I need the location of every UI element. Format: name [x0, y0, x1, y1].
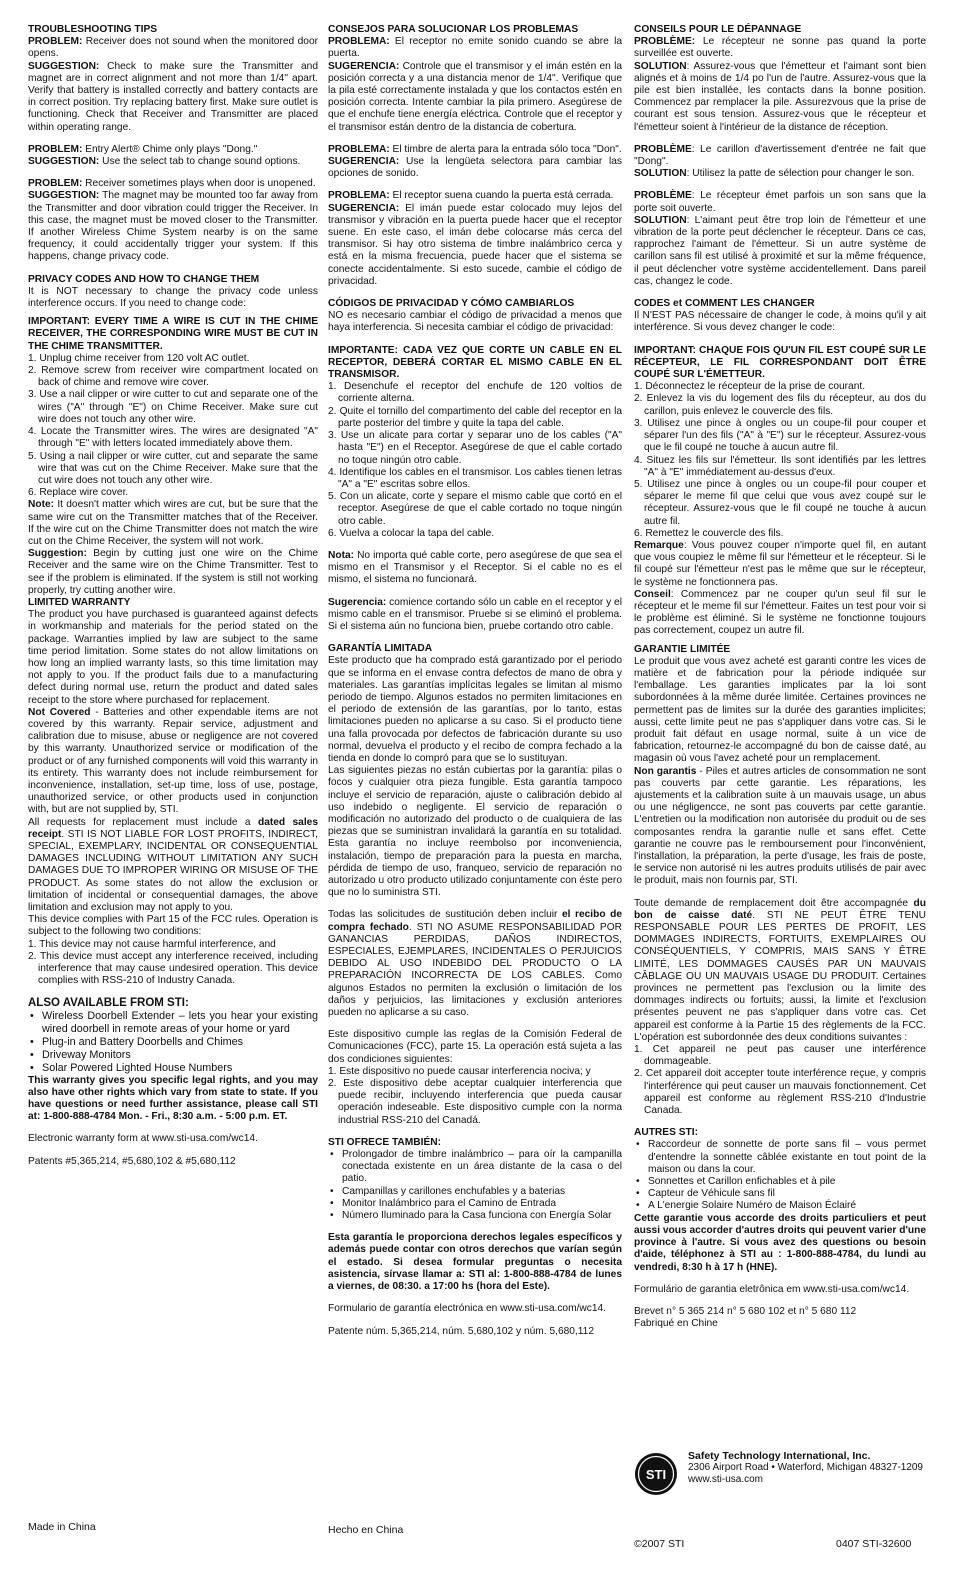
list-item: 1. Desenchufe el receptor del enchufe de 120 voltios de corriente alterna.	[328, 381, 622, 405]
list-item: 4. Identifique los cables en el transmisor. Los cables tienen letras "A" a "E" escritas sobre ellos.	[328, 466, 622, 490]
list-item: • A L'energie Solaire Numéro de Maison Éclairé	[634, 1200, 926, 1212]
list-item: • Capteur de Véhicule sans fil	[634, 1188, 926, 1200]
problem-2: PROBLEMA: El timbre de alerta para la entrada sólo toca "Don".	[328, 143, 622, 155]
electronic-warranty: Formulário de garantia eletrônica em www.sti-usa.com/wc14.	[634, 1283, 910, 1295]
fcc-statement: This device complies with Part 15 of the FCC rules. Operation is subject to the following two conditions:	[28, 914, 318, 938]
spanish-column	[328, 24, 622, 1338]
company-web: www.sti-usa.com	[688, 1474, 764, 1485]
suggestion-cut: Suggestion: Begin by cutting just one wire on the Chime Receiver and the same wire on the Chime Transmitter. Test to see if the problem is eliminated. If the system is still not working properly, try cutting another wire.	[28, 548, 318, 596]
note: Note: It doesn't matter which wires are cut, but be sure that the same wire cut on the Transmitter matches that of the Receiver. If the wire cut on the Chime Transmitter does not match the wire cut on the Chime Receiver, the system will not work.	[28, 499, 318, 547]
list-item: • Sonnettes et Carillon enfichables et à pile	[634, 1176, 926, 1188]
list-item: 1. Déconnectez le récepteur de la prise de courant.	[634, 381, 866, 393]
problem-3: PROBLEMA: El receptor suena cuando la puerta está cerrada.	[328, 190, 614, 202]
steps-list	[28, 353, 318, 499]
warranty-text: The product you have purchased is guaranteed against defects in workmanship and materials for the period stated on the package. Warranties implied by law are subject to the same time period limitation. Some states do not allow limitations on how long an implied warranty lasts, so this time limitation may not apply to you. If the product fails due to a manufacturing defect during normal use, return the product and dated sales receipt to the store where purchased for replacement.	[28, 609, 318, 706]
problem-2: PROBLÈME: Le carillon d'avertissement d'entrée ne fait que "Dong".	[634, 143, 926, 168]
list-item: 2. Remove screw from receiver wire compartment located on back of chime and remove wire cover.	[28, 365, 318, 389]
list-item: • Wireless Doorbell Extender – lets you hear your existing wired doorbell in remote areas of your home or yard	[28, 1010, 318, 1036]
troubleshooting-title: TROUBLESHOOTING TIPS	[28, 24, 158, 35]
warranty-text: Le produit que vous avez acheté est garanti contre les vices de matière et de fabrication pour la période indiquée sur l'emballage. Les garanties implicates par la loi sont subordonnées à la même durée limitée. Certaines provinces ne permettent pas de limites sur la durée des garanties implicites; aussi, cette limite peut ne pas s'appliquer dans votre cas. Si le produit fait défaut en usage normal, suite à un vice de fabrication, retournez-le accompagné du bon de caisse daté, au magasin où vous l'avez acheté pour un remplacement.	[634, 655, 926, 765]
list-item: 1. Cet appareil ne peut pas causer une interférence dommageable.	[634, 1044, 926, 1068]
suggestion-1: SOLUTION: Assurez-vous que l'émetteur et l'aimant sont bien alignés et à moins de 1/4 po l'un de l'autre. Assurez-vous que la pile est bien installée, les contacts dans la bonne position. Commencez par remplacer la pile. Assurezvous que la prise de courant est sous tension. Assurez-vous que le récepteur et l'émetteur soient à l'intérieur de la distance de réception.	[634, 60, 926, 133]
note: Remarque: Vous pouvez couper n'importe quel fil, en autant que vous coupiez le même fil sur l'émetteur et le récepteur. Si le fil coupé sur l'émetteur n'est pas le même que sur le récepteur, le système ne fonctionnera pas.	[634, 539, 926, 588]
not-covered: Las siguientes piezas no están cubiertas por la garantía: pilas o focos y cualquier otra pieza fungible. Esta garantía tampoco incluye el servicio de reparación, ajuste o calibración debido al uso indebido o negligente. El servicio de reparación o modificación no autorizado del producto o de cualquiera de las piezas que se suministran invalidará la garantía en su totalidad. Esta garantía no incluye reembolso por inconveniencia, instalación, tiempo de preparación para la puesta en marcha, pérdida de tiempo de uso, franqueo, servicio de reparación no autorizado u otro producto utilizado conjuntamente con éste pero que no lo suministra STI.	[328, 765, 622, 899]
also-available-title: STI OFRECE TAMBIÉN:	[328, 1136, 442, 1148]
replacement-requests: All requests for replacement must include a dated sales receipt. STI IS NOT LIABLE FOR LOST PROFITS, INDIRECT, SPECIAL, EXEMPLARY, INCIDENTAL OR CONSEQUENTIAL DAMAGES INCLUDING WITHOUT LIMITATION ANY SUCH DAMAGES DUE TO IMPROPER WIRING OR MISUSE OF THE PRODUCT. As some states do not allow the exclusion or limitation of incidental or consequential damages, the above limitation and exclusion may not apply to you.	[28, 816, 319, 914]
list-item: 6. Vuelva a colocar la tapa del cable.	[328, 527, 495, 539]
list-item: 2. Cet appareil doit accepter toute interférence reçue, y compris l'interférence qui peut causer un mauvais fonctionnement. Cet appareil est conforme au règlement RSS-210 d'Industrie Canada.	[634, 1068, 926, 1117]
list-item: • Prolongador de timbre inalámbrico – para oír la campanilla conectada existente en un área distante de la casa o del patio.	[328, 1149, 622, 1186]
copyright: ©2007 STI	[634, 1538, 685, 1550]
french-column	[634, 24, 926, 1330]
fcc-conditions	[634, 1044, 926, 1117]
not-covered: Non garantis - Piles et autres articles de consommation ne sont pas couverts par cette garantie. Les réparations, les ajustements et la calibration suite à un mauvais usage, un abus ou une négligencce, ne sont pas couverts par cette garantie. L'entretien ou la modification non autorisée du produit ou de ses composantes rendra la garantie nulle et sans effet. Cette garantie ne couvre pas le remboursement pour l'inconvénient, l'installation, la préparation, la perte d'usage, les frais de poste, le service non autorisé ni les autres produits utilisés de pair avec le produit, mais non fournis par, STI.	[634, 765, 926, 887]
important-notice: IMPORTANT: EVERY TIME A WIRE IS CUT IN THE CHIME RECEIVER, THE CORRESPONDING WIRE MUST BE CUT IN THE CHIME TRANSMITTER.	[28, 316, 318, 352]
warranty-title: GARANTÍA LIMITADA	[328, 643, 433, 655]
list-item: 5. Using a nail clipper or wire cutter, cut and separate the same wire that was cut on the Chime Receiver. Make sure that the cut wire does not touch any other wire.	[28, 450, 318, 486]
list-item: 2. Enlevez la vis du logement des fils du récepteur, au dos du carillon, puis enlevez le couvercle des fils.	[634, 393, 926, 417]
not-covered: Not Covered - Batteries and other expendable items are not covered by this warranty. Repair service, adjustment and calibration due to misuse, abuse or negligence are not covered by this warranty. Unauthorized service or modification of the product or of any furnished components will void this warranty in its entirety. This warranty does not include reimbursement for inconvenience, installation, set-up time, loss of use, postage, unauthorized service, or other products used in conjunction with, but are not supplied by, STI.	[28, 706, 318, 816]
suggestion-cut: Conseil: Commencez par ne couper qu'un seul fil sur le récepteur et le meme fil sur l'émetteur. Faites un test pour voir si le problème est éliminé. Si le système ne fonctionne toujours pas correctement, coupez un autre fil.	[634, 588, 926, 637]
problem-1: PROBLEMA: El receptor no emite sonido cuando se abre la puerta.	[328, 36, 622, 60]
note: Nota: No importa qué cable corte, pero asegúrese de que sea el mismo en el Transmisor y el Receptor. Si el cable no es el mismo, el sistema no funcionará.	[328, 549, 622, 586]
problem-3: PROBLÈME: Le récepteur émet parfois un son sans que la porte soit ouverte.	[634, 190, 926, 214]
list-item: 6. Remettez le couvercle des fils.	[634, 527, 784, 539]
privacy-title: PRIVACY CODES AND HOW TO CHANGE THEM	[28, 273, 260, 285]
suggestion-2: SUGGESTION: Use the select tab to change sound options.	[28, 156, 301, 168]
list-item: 2. Este dispositivo debe aceptar cualquier interferencia que puede recibir, incluyendo interferencia que pueda causar operación indeseable. Este dispositivo cumple con la norma industrial RSS-210 del Canadá.	[328, 1078, 622, 1126]
troubleshooting-title: CONSEJOS PARA SOLUCIONAR LOS PROBLEMAS	[328, 24, 579, 35]
also-available-title: ALSO AVAILABLE FROM STI:	[28, 997, 189, 1010]
part-number: 0407 STI-32600	[836, 1538, 912, 1550]
list-item: 4. Situez les fils sur l'émetteur. Ils sont identifiés par les lettres "A" à "E" immédiatement au-dessus d'eux.	[634, 454, 926, 478]
made-in-china: Hecho en China	[328, 1524, 404, 1536]
suggestion-3: SUGERENCIA: El imán puede estar colocado muy lejos del transmisor y vibración en la puerta puede hacer que el receptor suene. En este caso, el imán debe colocarse más cerca del transmisor. Si hay otro sistema de timbre inalámbrico cerca y está en la misma frecuencia, puede hacer que el sistema se conecte accidentalmente. Si esto sucede, cambie el código de privacidad.	[328, 202, 622, 287]
problem-3: PROBLEM: Receiver sometimes plays when door is unopened.	[28, 178, 316, 190]
suggestion-1: SUGGESTION: Check to make sure the Transmitter and magnet are in correct alignment and not more than 1/4" apart. Verify that battery is installed correctly and battery contacts are in correct position. Try replacing battery first. Make sure outlet is functioning. Check that Receiver and Transmitter are placed within operating range.	[28, 60, 318, 133]
english-column	[28, 24, 318, 1168]
list-item: • Número Iluminado para la Casa funciona con Energía Solar	[328, 1210, 622, 1222]
list-item: 1. This device may not cause harmful interference, and	[28, 938, 276, 950]
list-item: 2. Quite el tornillo del compartimento del cable del receptor en la parte posterior del timbre y quite la tapa del cable.	[328, 405, 622, 429]
warranty-title: LIMITED WARRANTY	[28, 596, 131, 608]
patents: Brevet n° 5 365 214 n° 5 680 102 et n° 5 680 112	[634, 1305, 857, 1317]
privacy-title: CODES et COMMENT LES CHANGER	[634, 298, 815, 310]
suggestion-cut: Sugerencia: comience cortando sólo un cable en el receptor y el mismo cable en el transmisor. Pruebe si se eliminó el problema. Si el sistema aún no funciona bien, pruebe cortando otro cable.	[328, 596, 622, 632]
suggestion-2: SOLUTION: Utilisez la patte de sélection pour changer le son.	[634, 168, 915, 180]
troubleshooting-title: CONSEILS POUR LE DÉPANNAGE	[634, 24, 802, 35]
fcc-conditions	[328, 1066, 622, 1127]
important-notice: IMPORTANTE: CADA VEZ QUE CORTE UN CABLE EN EL RECEPTOR, DEBERÁ CORTAR EL MISMO CABLE EN EL TRANSMISOR.	[328, 344, 622, 381]
warranty-title: GARANTIE LIMITÉE	[634, 643, 731, 655]
steps-list	[634, 381, 926, 540]
list-item: • Campanillas y carillones enchufables y a baterias	[328, 1186, 622, 1198]
made-in-china: Made in China	[28, 1521, 96, 1533]
list-item: 6. Replace wire cover.	[28, 487, 129, 499]
list-item: • Solar Powered Lighted House Numbers	[28, 1062, 318, 1075]
sti-logo	[634, 1452, 678, 1496]
company-block	[634, 1448, 934, 1508]
patents: Patents #5,365,214, #5,680,102 & #5,680,112	[28, 1155, 236, 1167]
electronic-warranty: Formulario de garantía electrónica en www.sti-usa.com/wc14.	[328, 1303, 607, 1315]
list-item: • Monitor Inalámbrico para el Camino de Entrada	[328, 1198, 622, 1210]
list-item: 3. Use un alicate para cortar y separar uno de los cables ("A" hasta "E") en el Receptor. Asegúrese de que el cable cortado no toque ningún otro cable.	[328, 430, 622, 466]
list-item: 3. Utilisez une pince à ongles ou un coupe-fil pour couper et séparer l'un des fils ("A" à "E") sur le récepteur. Assurez-vous que le fil coupé ne touche à aucun autre fil.	[634, 417, 926, 454]
list-item: 5. Con un alicate, corte y separe el mismo cable que cortó en el receptor. Asegúrese de que el cable cortado no toque ningún otro cable.	[328, 491, 622, 527]
privacy-text: Il N'EST PAS nécessaire de changer le code, à moins qu'il y ait interférence. Si vous devez changer le code:	[634, 310, 926, 334]
privacy-text: NO es necesario cambiar el código de privacidad a menos que haya interferencia. Si necesita cambiar el código de privacidad:	[328, 310, 622, 334]
electronic-warranty: Electronic warranty form at www.sti-usa.com/wc14.	[28, 1133, 258, 1145]
problem-1: PROBLEM: Receiver does not sound when the monitored door opens.	[28, 36, 318, 60]
also-available-list	[328, 1149, 622, 1222]
list-item: 1. Unplug chime receiver from 120 volt AC outlet.	[28, 352, 250, 364]
legal-rights: Esta garantía le proporciona derechos legales específicos y además puede contar con otros derechos que varían según el estado. Si desea formular preguntas o necesita asistencia, sírvase llamar a: STI al: 1-800-888-4784 de lunes a viernes, de 08:30. a 17:00 hs (hora del Este).	[328, 1232, 622, 1293]
fcc-statement: Este dispositivo cumple las reglas de la Comisión Federal de Comunicaciones (FCC), parte 15. La operación está sujeta a las dos condiciones siguientes:	[328, 1029, 622, 1065]
replacement-requests: Todas las solicitudes de sustitución deben incluir el recibo de compra fechado. STI NO ASUME RESPONSABILIDAD POR GANANCIAS PERDIDAS, DAÑOS INDIRECTOS, ESPECIALES, EJEMPLARES, INCIDENTALES O PERJUICIOS DEBIDO AL USO INDEBIDO DEL PRODUCTO O LA PREPARACIÓN INCORRECTA DE LOS CABLES. Como algunos Estados no permiten la exclusión o limitación de los daños y perjuicios, las limitaciones y exclusión anteriores pueden no aplicarse a su caso.	[328, 909, 622, 1019]
legal-rights: Cette garantie vous accorde des droits particuliers et peut aussi vous accorder d'autres droits qui peuvent varier d'une province à l'autre. Si vous avez des questions ou besoin d'aide, téléphonez à STI au : 1-800-888-4784, du lundi au vendredi, 8:30 h à 17 h (HNE).	[634, 1212, 926, 1273]
company-info	[688, 1450, 923, 1486]
list-item: 1. Este dispositivo no puede causar interferencia nociva; y	[328, 1065, 591, 1077]
steps-list	[328, 381, 622, 540]
privacy-text: It is NOT necessary to change the privacy code unless interference occurs. If you need to change code:	[28, 285, 318, 310]
list-item: 3. Use a nail clipper or wire cutter to cut and separate one of the wires ("A" through "E") on Chime Receiver. Make sure cut wire does not touch any other wire.	[28, 389, 318, 425]
problem-2: PROBLEM: Entry Alert® Chime only plays "Dong."	[28, 143, 258, 155]
patents: Patente núm. 5,365,214, núm. 5,680,102 y núm. 5,680,112	[328, 1325, 595, 1337]
company-address: 2306 Airport Road • Waterford, Michigan 48327-1209	[688, 1462, 923, 1473]
important-notice: IMPORTANT: CHAQUE FOIS QU'UN FIL EST COUPÉ SUR LE RÉCEPTEUR, LE FIL CORRESPONDANT DOIT ÊTRE COUPÉ SUR L'ÉMETTEUR.	[634, 344, 926, 381]
list-item: • Driveway Monitors	[28, 1049, 318, 1062]
privacy-title: CÓDIGOS DE PRIVACIDAD Y CÓMO CAMBIARLOS	[328, 298, 575, 310]
logo-text: STI	[645, 1467, 667, 1482]
made-in-china: Fabriqué en Chine	[634, 1318, 718, 1330]
list-item: 2. This device must accept any interference received, including interference that may cause undesired operation. This device complies with RSS-210 of Industry Canada.	[28, 950, 318, 987]
suggestion-3: SUGGESTION: The magnet may be mounted too far away from the Transmitter and door vibration could trigger the Receiver. In this case, the magnet must be moved closer to the Transmitter. If another Wireless Chime System nearby is on the same frequency, it could accidentally trigger your system. If this happens, change privacy code.	[28, 190, 318, 263]
problem-1: PROBLÈME: Le récepteur ne sonne pas quand la porte surveillée est ouverte.	[634, 36, 926, 60]
legal-rights: This warranty gives you specific legal rights, and you may also have other rights which vary from state to state. If you have questions or need further assistance, please call STI at: 1-800-888-4784 Mon. - Fri., 8:30 a.m. - 5:00 p.m. ET.	[28, 1074, 318, 1123]
list-item: 4. Locate the Transmitter wires. The wires are designated "A" through "E" with letters located immediately above them.	[28, 426, 318, 450]
suggestion-3: SOLUTION: L'aimant peut être trop loin de l'émetteur et une vibration de la porte peut déclencher le récepteur. Dans ce cas, rapprochez l'aimant de l'émetteur. Si un autre système de carillon sans fil est utilisé à proximité et sur la même fréquence, il peut déclencher votre système accidentellement. Dans pareil cas, changez le code.	[634, 214, 926, 287]
list-item: 5. Utilisez une pince à ongles ou un coupe-fil pour couper et séparer le meme fil que celui que vous avez coupé sur le récepteur. Assurez-vous que le fil coupé ne touche à aucun autre fil.	[634, 478, 926, 527]
suggestion-1: SUGERENCIA: Controle que el transmisor y el imán estén en la posición correcta y a una distancia menor de 1/4". Verifique que la pila esté correctamente instalada y que los contactos estén en posición correcta. Intente cambiar la pila primero. Asegúrese de que el enchufe tiene energía eléctrica. Controle que el receptor y el transmisor están dentro de la distancia de cobertura.	[328, 60, 622, 133]
also-available-list	[28, 1010, 318, 1075]
warranty-text: Este producto que ha comprado está garantizado por el periodo que se informa en el envase contra defectos de mano de obra y materiales. Las garantías implícitas legales se limitan al mismo periodo de tiempo. Algunos estados no permiten limitaciones en el periodo de extensión de las garantías, por lo tanto, estas limitaciones pueden no aplicarse a su caso. Si el producto tiene una falla provocada por defectos de fabricación durante su uso normal, devuelva el producto y el recibo de compra fechado a la tienda en donde lo compró para que se lo sustituyan.	[328, 655, 622, 764]
fcc-conditions	[28, 939, 318, 988]
list-item: • Plug-in and Battery Doorbells and Chimes	[28, 1036, 318, 1049]
also-available-list	[634, 1139, 926, 1212]
also-available-title: AUTRES STI:	[634, 1127, 698, 1139]
suggestion-2: SUGERENCIA: Use la lengüeta selectora para cambiar las opciones de sonido.	[328, 156, 622, 180]
list-item: • Raccordeur de sonnette de porte sans fil – vous permet d'entendre la sonnette câblée existante en tout point de la maison ou dans la cour.	[634, 1139, 926, 1176]
replacement-requests: Toute demande de remplacement doit être accompagnée du bon de caisse daté. STI NE PEUT ÊTRE TENU RESPONSABLE POUR LES PERTES DE PROFIT, LES DOMMAGES INDIRECTS, FORTUITS, EXEMPLAIRES OU CONSÉQUENTIELS, Y COMPRIS, MAIS SANS Y ÊTRE LIMITÉ, LES DOMMAGES CAUSÉS PAR UN MAUVAIS CÂBLAGE OU UN MAUVAIS USAGE DU PRODUIT. Certaines provinces ne permettent pas l'exclusion ou la limite des dommages indirects ou fortuits; aussi, la limite et l'exclusion présentes peuvent ne pas s'appliquer dans votre cas. Cet appareil est conforme à la Partie 15 des règlements de la FCC. L'opération est subordonnée des deux conditions suivantes :	[634, 897, 927, 1043]
company-name: Safety Technology International, Inc.	[688, 1450, 871, 1462]
